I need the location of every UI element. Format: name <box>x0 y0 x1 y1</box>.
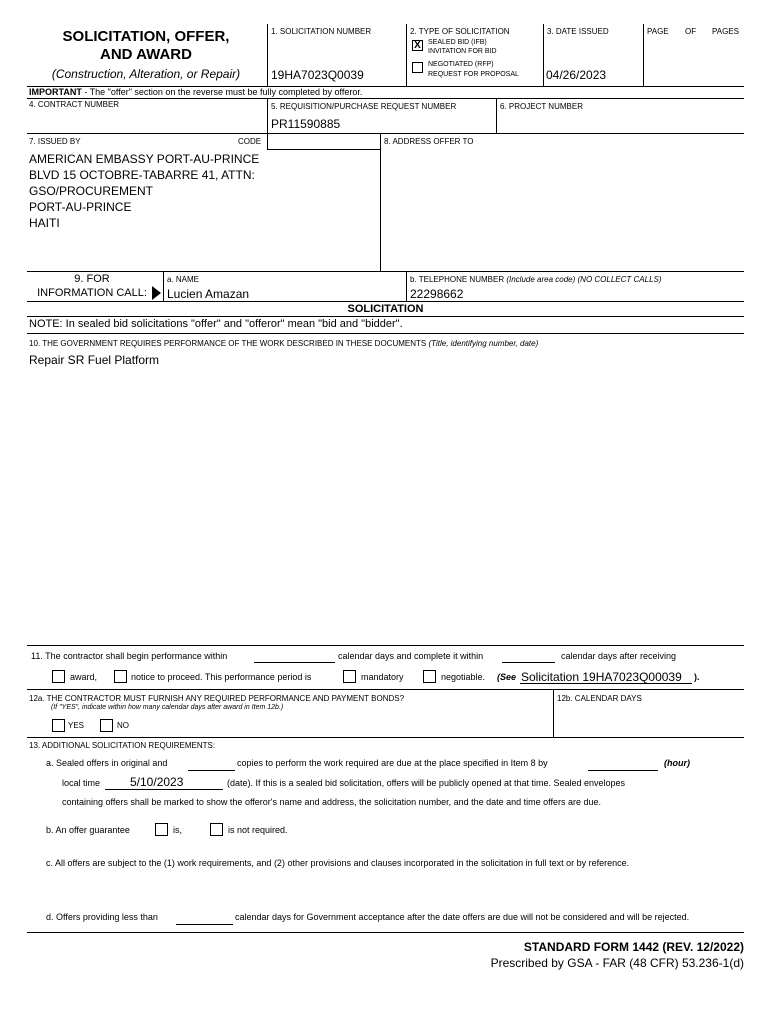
divider <box>27 932 744 933</box>
divider <box>406 24 407 86</box>
see-close: ). <box>694 672 700 682</box>
solicitation-number[interactable]: 19HA7023Q0039 <box>271 68 364 82</box>
item-13b-text: b. An offer guarantee <box>46 825 130 835</box>
divider <box>27 98 744 99</box>
phone-label <box>410 275 662 285</box>
begin-days-field[interactable] <box>254 650 335 663</box>
contact-phone[interactable]: 22298662 <box>410 287 464 301</box>
divider <box>27 316 744 317</box>
yes-checkbox[interactable] <box>52 719 65 732</box>
divider <box>553 689 554 737</box>
divider <box>267 149 380 150</box>
issuer-address[interactable] <box>29 151 259 231</box>
item-11-text-2: calendar days and complete it within <box>338 651 484 661</box>
divider <box>267 24 268 86</box>
divider <box>380 133 381 271</box>
contact-name[interactable]: Lucien Amazan <box>167 287 250 301</box>
item-13-label: 13. ADDITIONAL SOLICITATION REQUIREMENTS: <box>29 741 216 750</box>
divider <box>267 133 268 149</box>
guarantee-not-label: is not required. <box>228 825 288 835</box>
divider <box>27 271 744 272</box>
field-4-label: 4. CONTRACT NUMBER <box>29 100 120 109</box>
important-text: - The "offer" section on the reverse must be fully completed by offeror. <box>81 87 363 97</box>
item-13c-text: c. All offers are subject to the (1) work requirements, and (2) other provisions and clauses incorporated in the solicitation in full text or by reference. <box>46 858 630 868</box>
divider <box>406 271 407 301</box>
mandatory-checkbox[interactable] <box>343 670 356 683</box>
sealed-bid-label-2: INVITATION FOR BID <box>428 48 497 55</box>
field-6-label: 6. PROJECT NUMBER <box>500 102 583 111</box>
complete-days-field[interactable] <box>502 650 555 663</box>
see-reference-value: Solicitation 19HA7023Q00039 <box>521 670 682 684</box>
guarantee-is-checkbox[interactable] <box>155 823 168 836</box>
pages-label: PAGES <box>712 27 739 36</box>
divider <box>27 645 744 646</box>
work-description[interactable]: Repair SR Fuel Platform <box>29 353 160 367</box>
hour-field[interactable] <box>588 758 658 771</box>
acceptance-days-field[interactable] <box>176 912 233 925</box>
title-subtitle: (Construction, Alteration, or Repair) <box>51 67 241 81</box>
negotiable-checkbox[interactable] <box>423 670 436 683</box>
date-issued[interactable]: 04/26/2023 <box>546 68 607 82</box>
sealed-bid-checkbox[interactable]: X <box>412 40 423 51</box>
divider <box>27 737 744 738</box>
mandatory-label: mandatory <box>361 672 404 682</box>
award-checkbox[interactable] <box>52 670 65 683</box>
field-10-label <box>29 339 538 349</box>
field-10-label-note: (Title, identifying number, date) <box>428 339 539 348</box>
sealed-bid-label-1: SEALED BID (IFB) <box>428 39 487 46</box>
field-9-label <box>27 273 157 300</box>
name-label: a. NAME <box>167 275 200 284</box>
title-line-1: SOLICITATION, OFFER, <box>62 28 230 45</box>
yes-label: YES <box>68 721 85 730</box>
field-7-label: 7. ISSUED BY <box>29 137 81 146</box>
address-line: BLVD 15 OCTOBRE-TABARRE 41, ATTN: <box>29 168 255 182</box>
phone-label-text: b. TELEPHONE NUMBER <box>410 275 505 284</box>
negotiable-label: negotiable. <box>441 672 486 682</box>
address-line: AMERICAN EMBASSY PORT-AU-PRINCE <box>29 152 260 166</box>
opening-date: 5/10/2023 <box>130 775 184 789</box>
divider <box>27 689 744 690</box>
important-bold: IMPORTANT <box>29 87 82 97</box>
divider <box>267 98 268 133</box>
address-line: HAITI <box>29 216 60 230</box>
field-10-label-text: 10. THE GOVERNMENT REQUIRES PERFORMANCE OF THE WORK DESCRIBED IN THESE DOCUMENTS <box>29 339 427 348</box>
arrow-right-icon <box>152 286 161 300</box>
item-13a-text-4: containing offers shall be marked to show the offeror's name and address, the solicitation number, and the date and time offers are due. <box>62 797 602 807</box>
local-time-label: local time <box>62 778 101 788</box>
prescribed-by: Prescribed by GSA - FAR (48 CFR) 53.236-1(d) <box>490 956 744 970</box>
form-title <box>27 28 265 82</box>
address-line: GSO/PROCUREMENT <box>29 184 154 198</box>
copies-field[interactable] <box>188 758 235 771</box>
item-12a-label: 12a. THE CONTRACTOR MUST FURNISH ANY REQUIRED PERFORMANCE AND PAYMENT BONDS? <box>29 694 405 703</box>
item-13d-text-1: d. Offers providing less than <box>46 912 158 922</box>
guarantee-not-checkbox[interactable] <box>210 823 223 836</box>
negotiated-label-2: REQUEST FOR PROPOSAL <box>428 71 519 78</box>
of-label: OF <box>685 27 697 36</box>
divider <box>27 133 744 134</box>
solicitation-heading: SOLICITATION <box>347 303 424 315</box>
notice-label: notice to proceed. This performance period is <box>131 672 312 682</box>
code-label: CODE <box>238 137 262 146</box>
item-13a-text-1: a. Sealed offers in original and <box>46 758 168 768</box>
item-11-text-3: calendar days after receiving <box>561 651 677 661</box>
page-label: PAGE <box>647 27 669 36</box>
important-notice <box>29 87 362 98</box>
divider <box>543 24 544 86</box>
divider <box>27 333 744 334</box>
see-label: (See <box>497 672 517 682</box>
divider <box>163 271 164 301</box>
divider <box>496 98 497 133</box>
item-12a-note: (If "YES", indicate within how many calendar days after award in Item 12b.) <box>51 704 284 711</box>
award-label: award, <box>70 672 98 682</box>
field-5-label: 5. REQUISITION/PURCHASE REQUEST NUMBER <box>271 102 457 111</box>
item-11-text-1: 11. The contractor shall begin performance within <box>31 651 228 661</box>
field-9-label-line2: INFORMATION CALL: <box>37 287 147 299</box>
divider <box>643 24 644 86</box>
item-13a-text-3: (date). If this is a sealed bid solicitation, offers will be publicly opened at that time. Sealed envelopes <box>227 778 626 788</box>
no-label: NO <box>117 721 129 730</box>
field-2-label: 2. TYPE OF SOLICITATION <box>410 27 510 36</box>
item-13d-text-2: calendar days for Government acceptance after the date offers are due will not be considered and will be rejected. <box>235 912 690 922</box>
no-checkbox[interactable] <box>100 719 113 732</box>
guarantee-is-label: is, <box>173 825 182 835</box>
field-9-label-line1: 9. FOR <box>74 273 110 285</box>
hour-label: (hour) <box>664 758 690 768</box>
field-8-label: 8. ADDRESS OFFER TO <box>384 137 474 146</box>
field-1-label: 1. SOLICITATION NUMBER <box>271 27 372 36</box>
requisition-number[interactable]: PR11590885 <box>271 117 341 131</box>
form-number: STANDARD FORM 1442 (REV. 12/2022) <box>523 940 744 954</box>
item-13a-text-2: copies to perform the work required are due at the place specified in Item 8 by <box>237 758 548 768</box>
phone-label-note: (Include area code) (NO COLLECT CALLS) <box>506 275 662 284</box>
field-3-label: 3. DATE ISSUED <box>547 27 609 36</box>
note-text: NOTE: In sealed bid solicitations "offer" and "offeror" mean "bid and "bidder". <box>29 318 403 330</box>
title-line-2: AND AWARD <box>100 46 192 63</box>
item-12b-label: 12b. CALENDAR DAYS <box>557 694 642 703</box>
address-line: PORT-AU-PRINCE <box>29 200 132 214</box>
negotiated-label-1: NEGOTIATED (RFP) <box>428 61 494 68</box>
negotiated-checkbox[interactable] <box>412 62 423 73</box>
notice-to-proceed-checkbox[interactable] <box>114 670 127 683</box>
